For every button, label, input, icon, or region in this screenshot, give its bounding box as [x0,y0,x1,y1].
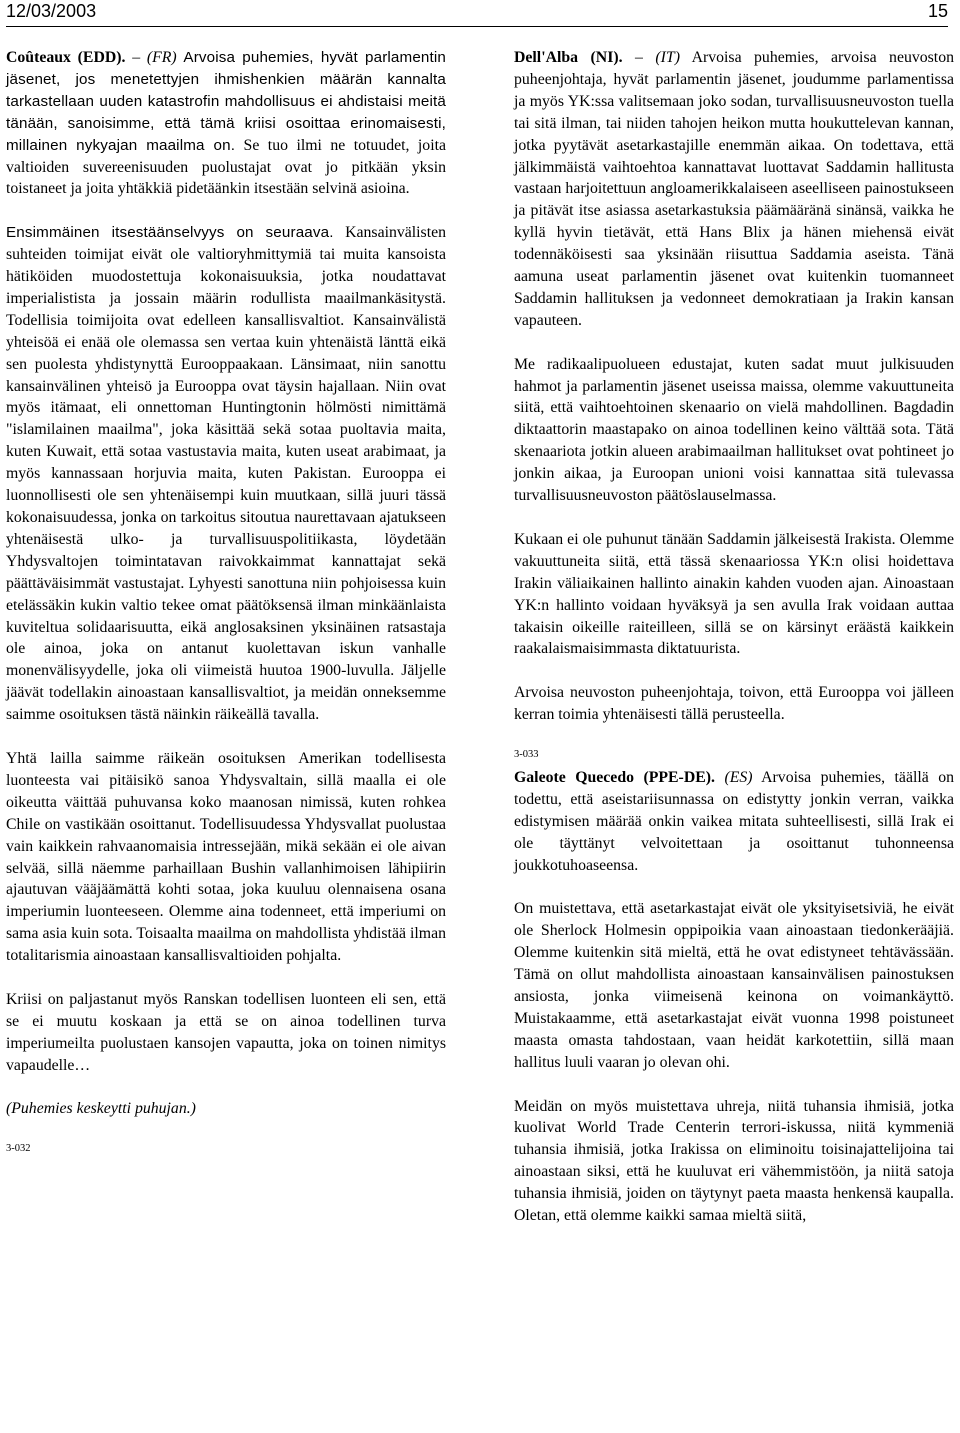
item-code: 3-033 [514,748,539,760]
paragraph: Meidän on myös muistettava uhreja, niitä tuhansia ihmisiä, jotka kuolivat World Trade Centerin terrori-iskussa, niitä kymmeniä tuhansia ihmisiä, jotka Irakissa on eliminoitu toisinajattelijoina tai ainoastaan siksi, että he kuuluvat eri vähemmistöön, ja niitä satoja tuhansia ihmisiä, joiden on täytynyt paeta maasta henkensä kaupalla. Oletan, että olemme kaikki samaa mieltä siitä, [514,1097,954,1225]
header-page-number: 15 [927,1,948,21]
speech-text-sans: Arvoisa puhemies, hyvät parlamentin jäsenet, jos menetettyjen ihmishenkien määrän kannalta tarkastellaan uuden katastrofin mahdollisuus ei ahdistaisi meitä tänään, sanoisimme, että tämä kriisi osoittaa erinomaisesti, millainen nykyajan maailma on. [6,49,447,154]
page-header [6,0,948,27]
speaker-name: Galeote Quecedo (PPE-DE). [514,768,715,786]
language-code: (ES) [724,768,753,786]
paragraph [6,222,446,726]
language-code: (FR) [146,49,177,66]
speech-text: Se tuo ilmi ne totuudet, joita valtioiden suvereenisuuden puolustajat ovat jo pitkään yksin toistaneet ja joita yhtäkkiä pidetäänkin itsestään selvinä asioina. [6,136,446,198]
paragraph: Yhtä lailla saimme räikeän osoituksen Amerikan todellisesta luonteesta vai pitäisikö sanoa Yhdysvaltain, sillä maalla ei ole oikeutta väittää puhuvansa koko maanosan nimissä, kuten rohkea Chile on vastikään osoittanut. Todellisuudessa Yhdysvallat puolustaa vain kaikkein rahvaanomaisia intressejään, mikä sekään ei ole aivan selvää, sillä näemme parhaillaan Bushin vallanhimoisen lähipiirin ajautuvan vääjäämättä kohti sotaa, joka kuuluu olennaisena osana imperiumin luonteeseen. Olemme aina todenneet, että imperiumi on sama asia kuin sota. Toisaalta maailma on mahdollista yhdistää ilman totalitarismia ainoastaan kansallisvaltioiden pohjalta. [6,749,446,965]
speech-text: Arvoisa puhemies, täällä on todettu, että aseistariisunnassa on edistytty jonkin verran, vaikka edistymisen määrää onkin vaikea mitata suhteellisesti, sillä Irak ei ole täyttänyt velvoitettaan ja osoittanut tuhonneensa joukkotuhoaseensa. [514,768,955,874]
speaker-name: Dell'Alba (NI). [514,49,623,66]
speech-dellalba: Dell'Alba (NI). – (IT) Arvoisa puhemies, arvoisa neuvoston puheenjohtaja, hyvät parlamentin jäsenet, joudumme parlamentissa ja myös YK:ssa valitsemaan joko sodan, turvallisuusneuvoston tuella tai sitä ilman, tai niiden tahojen heikon mutta houkuttelevan kannan, jotka pyytävät asetarkastajille enemmän aikaa. On todettava, että jälkimmäistä vaihtoehtoa kannattavat luottavat Saddamin hallitusta vastaan harjoitettuun angloamerikkalaiseen aseelliseen painostukseen ja pitävät itse asiassa asetarkastuksia päämääränä sinänsä, vaikka he kyllä hyvin tietävät, että Hans Blix ja hänen miehensä eivät todennäköisesti saa yksinään riisuttua Saddamia aseista. Tänä aamuna useat parlamentin jäsenet ovat kuitenkin tuomanneet Saddamin hallituksen ja vedonneet demokratiaan ja Irakin kansan vapauteen. [514,49,954,329]
paragraph: On muistettava, että asetarkastajat eivät ole yksityisetsiviä, he eivät ole Sherlock Holmesin oppipoikia vaan ainoastaan tiedonkerääjiä. Olemme kuitenkin sitä mieltä, että he ovat edistyneet tehtävässään. Tämä on ollut mahdollista ainoastaan kansainvälisen painostuksen ansiosta, jonka viimeisenä keinona on voimankäyttö. Muistakaamme, että asetarkastajat eivät vuonna 1998 poistuneet maasta omasta tahdostaan, vaan heidät karkotettiin, sillä maan hallitus luuli vaaran jo olevan ohi. [514,900,954,1071]
right-column [514,47,954,1227]
header-date: 12/03/2003 [6,1,97,21]
paragraph: Arvoisa neuvoston puheenjohtaja, toivon, että Eurooppa voi jälleen kerran toimia yhtenäisesti tällä perusteella. [514,684,954,724]
paragraph: Kukaan ei ole puhunut tänään Saddamin jälkeisestä Irakista. Olemme vakuuttuneita siitä, että tässä skenaariossa YK:n olisi hoidettava Irakin väliaikainen hallinto ainakin kahden vuoden ajan. Ainoastaan YK:n hallinto voidaan hyväksyä ja sen avulla Irak voidaan auttaa takaisin oikeille raiteilleen, sillä se on kärsinyt eräästä kaikkein raakalaismaisimmasta diktatuurista. [514,530,954,658]
item-code: 3-032 [6,1143,31,1155]
speech-galeote [514,767,954,877]
interjection: (Puhemies keskeytti puhujan.) [6,1100,196,1118]
speaker-name: Coûteaux (EDD). [6,49,126,66]
speech-text: Arvoisa puhemies, arvoisa neuvoston puheenjohtaja, hyvät parlamentin jäsenet, joudumme parlamentissa ja myös YK:ssa valitsemaan joko sodan, turvallisuusneuvoston tuella tai sitä ilman, tai niiden tahojen heikon mutta houkuttelevan kannan, jotka pyytävät asetarkastajille enemmän aikaa. On todettava, että jälkimmäistä vaihtoehtoa kannattavat luottavat Saddamin hallitusta vastaan harjoitettuun angloamerikkalaiseen aseelliseen painostukseen ja pitävät itse asiassa asetarkastuksia päämääränä sinänsä, vaikka he kyllä hyvin tietävät, että Hans Blix ja hänen miehensä eivät todennäköisesti saa yksinään riisuttua Saddamia aseista. Tänä aamuna useat parlamentin jäsenet ovat kuitenkin tuomanneet Saddamin hallituksen ja vedonneet demokratiaan ja Irakin kansan vapauteen. [514,49,954,329]
left-column [6,47,446,1155]
language-code: (IT) [655,49,680,66]
speech-couteaux: Coûteaux (EDD). – (FR) Arvoisa puhemies, hyvät parlamentin jäsenet, jos menetettyjen ihmishenkien määrän kannalta tarkastellaan uuden katastrofin mahdollisuus ei ahdistaisi meitä tänään, sanoisimme, että tämä kriisi osoittaa erinomaisesti, millainen nykyajan maailma on. Se tuo ilmi ne totuudet, joita valtioiden suvereenisuuden puolustajat ovat jo pitkään yksin toistaneet ja joita yhtäkkiä pidetäänkin itsestään selvinä asioina. [6,49,447,198]
paragraph-lead-sans: Ensimmäinen itsestäänselvyys on seuraava. [6,224,334,242]
paragraph: Kriisi on paljastanut myös Ranskan todellisen luonteen eli sen, että se ei muutu koskaan ja että se on ainoa todellinen turva imperiumeilta puolustaen kansojen vapautta, joka on toinen nimitys vapaudelle… [6,990,446,1074]
paragraph-text: Kansainvälisten suhteiden toimijat eivät ole valtioryhmittymiä tai muita kansoista hätiköiden muodostettuja kokonaisuuksia, jotka noudattavat imperialistista ja jossain määrin rodullista maailmankäsitystä. Todellisia toimijoita ovat edelleen kansallisvaltiot. Kansainvälistä yhteisöä ei enää ole olemassa sen vertaa kuin yhtenäistä länttä eikä sen puolesta yhdistynyttä Eurooppaakaan. Länsimaat, niin sanottu kansainvälinen yhteisö ja Eurooppa ovat täysin hajallaan. Niin ovat myös itämaat, eli onnettoman Huntingtonin hölmösti nimittämä "islamilainen maailma", joka käsittää sekä sotaa puoltavia maita, kuten Kuwait, että sotaa vastustavia maita, kuten useat arabimaat, ja myös kannassaan horjuvia maita, kuten Pakistan. Eurooppa ei luonnollisesti ole sen yhtenäisempi kuin muutkaan, sillä juuri tässä kokonaisuudessa, jonka on tarkoitus sitoutua naurettavaan ajatukseen yhtenäisestä ulko- ja turvallisuuspolitiikasta, löydetään Yhdysvaltojen toimintatavan raivokkaimmat kannattajat sekä päättäväisimmät vastustajat. Lyhyesti sanottuna niin pohjoisessa kuin etelässäkin kukin valtio tekee omat päätöksensä ilman minkäänlaista kuviteltua solidaarisuutta, eikä anglosaksinen yksinäinen ratsastaja ole ainoa, joka on antanut kuolettavan iskun vanhalle monenvälisyydelle, joka oli viimeistä huutoa 1900-luvulla. Jäljelle jäävät todellakin ainoastaan kansallisvaltiot, ja meidän onneksemme saimme osoituksen tästä näinkin räikeällä tavalla. [6,224,447,724]
paragraph: Me radikaalipuolueen edustajat, kuten sadat muut julkisuuden hahmot ja parlamentin jäsenet useissa maissa, olemme vakuuttuneita siitä, että vaihtoehtoinen skenaario on vielä mahdollinen. Bagdadin diktaattorin maastapako on ainoa todellinen keino välttää sota. Tätä skenaariota jotkin alueen arabimaailman hallitukset ovat pohtineet jo jonkin aikaa, ja Euroopan unioni voisi kannattaa sitä tulevassa turvallisuusneuvoston päätöslauselmassa. [514,355,954,505]
